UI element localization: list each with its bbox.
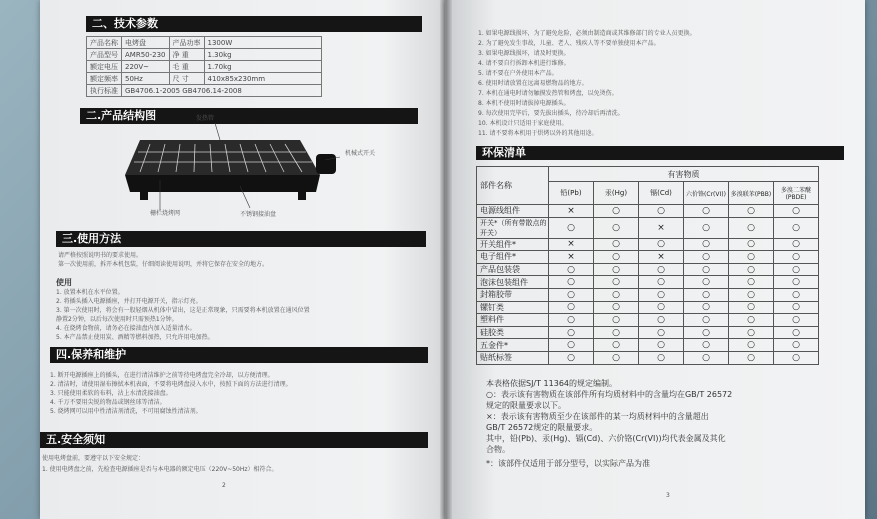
hazard-mark-cell: ○: [774, 263, 819, 276]
hazard-mark-cell: ○: [594, 205, 639, 218]
usage-line: 4. 在烧烤食物前，请务必在接油盘内加入适量清水。: [56, 325, 196, 332]
safety-line: 1. 使用电烤盘之前，先检查电源插座是否与本电器的额定电压（220V~50Hz）相符合。: [42, 466, 278, 473]
spec-cell: 电烤盘: [122, 37, 170, 49]
safety-line-right: 2. 为了避免发生事故，儿童、老人、残疾人等不要单独使用本产品。: [478, 40, 660, 47]
safety-line-right: 4. 请不要自行拆卸本机进行维修。: [478, 60, 570, 67]
section-structure-title: 二.产品结构图: [80, 108, 418, 124]
hazard-mark-cell: ○: [639, 351, 684, 364]
usage-line: 2. 将插头插入电源插座，并打开电源开关，指示灯亮。: [56, 298, 202, 305]
section-safety-title: 五.安全须知: [40, 432, 428, 448]
hazard-mark-cell: ○: [594, 326, 639, 339]
usage-line: 3. 第一次使用时，将会有一股轻烟从机体中冒出，这是正常现象，只需要将本机放置在通风位置: [56, 307, 310, 314]
hazard-mark-cell: ○: [639, 276, 684, 289]
table-row: [477, 217, 819, 238]
usage-line: 5. 本产品禁止使用炭、酒精等燃料加热，只允许用电加热。: [56, 334, 214, 341]
spec-cell: 净 重: [169, 49, 204, 61]
hazard-mark-cell: ○: [774, 314, 819, 327]
part-name-cell: 镙钉类: [477, 301, 549, 314]
col-header: 多溴联苯(PBB): [729, 182, 774, 205]
safety-line-right: 11. 请不要将本机用于烘烤以外的其他用途。: [478, 130, 598, 137]
col-header: 铅(Pb): [549, 182, 594, 205]
spec-cell: 额定频率: [87, 73, 122, 85]
hazard-mark-cell: ○: [639, 263, 684, 276]
hazard-mark-cell: ○: [729, 276, 774, 289]
usage-intro-line: 第一次使用前，拆开本机包装，仔细阅读使用说明，并将它保存在安全的地方。: [58, 261, 269, 268]
note-line: ○：表示该有害物质在该部件所有均质材料中的含量均在GB/T 26572: [486, 390, 733, 399]
hazard-mark-cell: ○: [549, 288, 594, 301]
hazard-mark-cell: ○: [639, 314, 684, 327]
hazard-mark-cell: ○: [774, 301, 819, 314]
hazard-mark-cell: ○: [594, 339, 639, 352]
hazard-mark-cell: ○: [774, 288, 819, 301]
hazard-mark-cell: ○: [639, 238, 684, 251]
hazard-table: [476, 166, 819, 365]
hazard-mark-cell: ○: [594, 263, 639, 276]
table-row: [477, 314, 819, 327]
note-line: 本表格依据SJ/T 11364的规定编制。: [486, 379, 618, 388]
part-name-cell: 泡沫包装组件: [477, 276, 549, 289]
spec-cell: 产品功率: [169, 37, 204, 49]
hazard-mark-cell: ○: [594, 238, 639, 251]
hazard-mark-cell: ○: [684, 205, 729, 218]
section-usage-title: 三.使用方法: [56, 231, 426, 247]
col-header: 镉(Cd): [639, 182, 684, 205]
usage-heading: 使用: [56, 278, 72, 287]
spec-cell: 410x85x230mm: [204, 73, 321, 85]
hazard-mark-cell: ○: [729, 326, 774, 339]
spec-cell: 50Hz: [122, 73, 170, 85]
table-row: [477, 326, 819, 339]
hazard-mark-cell: ○: [639, 339, 684, 352]
part-name-cell: 产品包装袋: [477, 263, 549, 276]
note-line: 合物。: [486, 445, 510, 454]
spec-cell: 产品型号: [87, 49, 122, 61]
hazard-mark-cell: ○: [729, 314, 774, 327]
usage-line: 1. 放置本机在水平位置。: [56, 289, 124, 296]
section-tech-params-title: 二、技术参数: [86, 16, 422, 32]
col-header: 六价铬(Cr(VI)): [684, 182, 729, 205]
hazard-mark-cell: ○: [729, 288, 774, 301]
hazard-mark-cell: ○: [729, 238, 774, 251]
spec-cell: 1.70kg: [204, 61, 321, 73]
hazard-mark-cell: ○: [684, 351, 729, 364]
spec-cell: 1300W: [204, 37, 321, 49]
hazard-mark-cell: ○: [594, 351, 639, 364]
page-number: 2: [222, 482, 226, 489]
note-line: GB/T 26572规定的限量要求。: [486, 423, 598, 432]
spec-cell: 执行标准: [87, 85, 122, 97]
hazard-mark-cell: ○: [774, 238, 819, 251]
hazard-mark-cell: ○: [729, 301, 774, 314]
header-hazard-group: 有害物质: [549, 167, 819, 182]
spec-cell: 额定电压: [87, 61, 122, 73]
hazard-mark-cell: ○: [684, 238, 729, 251]
hazard-mark-cell: ○: [729, 339, 774, 352]
hazard-mark-cell: ○: [639, 301, 684, 314]
hazard-mark-cell: ○: [729, 217, 774, 238]
part-name-cell: 贴纸标签: [477, 351, 549, 364]
hazard-mark-cell: ○: [549, 276, 594, 289]
spec-cell: 尺 寸: [169, 73, 204, 85]
label-switch: 机械式开关: [345, 150, 376, 157]
hazard-mark-cell: ○: [729, 251, 774, 264]
hazard-table-body: [477, 205, 819, 365]
spec-cell: GB4706.1-2005 GB4706.14-2008: [122, 85, 322, 97]
spec-cell: AMR50-230: [122, 49, 170, 61]
note-line: ×：表示该有害物质至少在该部件的某一均质材料中的含量超出: [486, 412, 709, 421]
hazard-mark-cell: ○: [774, 217, 819, 238]
hazard-mark-cell: ○: [774, 351, 819, 364]
part-name-cell: 封箱胶带: [477, 288, 549, 301]
hazard-mark-cell: ○: [684, 314, 729, 327]
hazard-mark-cell: ○: [549, 314, 594, 327]
hazard-mark-cell: ○: [684, 339, 729, 352]
spec-table: [86, 36, 322, 97]
part-name-cell: 五金件*: [477, 339, 549, 352]
label-grill-net: 栅栏烧烤网: [150, 210, 181, 217]
safety-line-right: 3. 如果电源线损坏，请及时更换。: [478, 50, 570, 57]
hazard-mark-cell: ×: [549, 238, 594, 251]
note-line: 规定的限量要求以下。: [486, 401, 566, 410]
safety-line-right: 5. 请不要在户外使用本产品。: [478, 70, 558, 77]
part-name-cell: 塑料件: [477, 314, 549, 327]
hazard-mark-cell: ○: [684, 276, 729, 289]
safety-line-right: 1. 如果电源线损坏，为了避免危险，必须由制造商或其维修部门的专业人员更换。: [478, 30, 696, 37]
hazard-mark-cell: ○: [774, 205, 819, 218]
hazard-mark-cell: ○: [594, 314, 639, 327]
hazard-mark-cell: ×: [639, 217, 684, 238]
note-line: 其中，铅(Pb)、汞(Hg)、镉(Cd)、六价铬(Cr(VI))均代表金属及其化: [486, 434, 726, 443]
label-oil-tray: 不锈钢接油盘: [240, 211, 277, 218]
hazard-mark-cell: ○: [639, 326, 684, 339]
hazard-mark-cell: ×: [549, 251, 594, 264]
table-row: [477, 205, 819, 218]
hazard-mark-cell: ○: [594, 288, 639, 301]
hazard-mark-cell: ○: [684, 251, 729, 264]
part-name-cell: 电源线组件: [477, 205, 549, 218]
note-line: *：该部件仅适用于部分型号，以实际产品为准: [486, 459, 650, 468]
hazard-mark-cell: ×: [639, 251, 684, 264]
spec-cell: 产品名称: [87, 37, 122, 49]
hazard-mark-cell: ×: [549, 205, 594, 218]
safety-line-right: 7. 本机在通电时请勿触摸发热管和烤盘，以免烫伤。: [478, 90, 618, 97]
safety-line-right: 6. 使用时请放置在远离易燃物品的地方。: [478, 80, 588, 87]
maintenance-line: 1. 断开电源插座上的插头，在进行清洁维护之前等待电烤盘完全冷却，以方便清理。: [50, 372, 274, 379]
usage-line: 静置2分钟，以后每次使用时只需预热1分钟。: [56, 316, 178, 323]
safety-line-right: 8. 本机不使用时请拔掉电源插头。: [478, 100, 570, 107]
table-row: [477, 263, 819, 276]
table-row: [477, 339, 819, 352]
maintenance-line: 5. 烧烤网可以用中性清洁剂清洗，不可用腐蚀性清洁剂。: [50, 408, 202, 415]
hazard-mark-cell: ○: [684, 217, 729, 238]
hazard-mark-cell: ○: [774, 339, 819, 352]
hazard-mark-cell: ○: [774, 276, 819, 289]
hazard-mark-cell: ○: [639, 205, 684, 218]
hazard-mark-cell: ○: [549, 351, 594, 364]
spec-cell: 毛 重: [169, 61, 204, 73]
hazard-mark-cell: ○: [729, 205, 774, 218]
hazard-mark-cell: ○: [639, 288, 684, 301]
hazard-mark-cell: ○: [729, 351, 774, 364]
table-row: [477, 276, 819, 289]
col-header: 多溴二苯醚(PBDE): [774, 182, 819, 205]
hazard-mark-cell: ○: [549, 326, 594, 339]
table-row: [477, 301, 819, 314]
table-row: [477, 351, 819, 364]
header-part-name: 部件名称: [477, 167, 549, 205]
hazard-mark-cell: ○: [549, 217, 594, 238]
env-list-title: 环保清单: [476, 146, 844, 160]
hazard-mark-cell: ○: [594, 251, 639, 264]
spec-cell: 1.30kg: [204, 49, 321, 61]
hazard-mark-cell: ○: [774, 251, 819, 264]
maintenance-line: 3. 只能使用柔软的布料，沾上水清洗接油盘。: [50, 390, 172, 397]
part-name-cell: 硅胶类: [477, 326, 549, 339]
part-name-cell: 电子组件*: [477, 251, 549, 264]
hazard-mark-cell: ○: [549, 301, 594, 314]
hazard-mark-cell: ○: [774, 326, 819, 339]
section-maintenance-title: 四.保养和维护: [50, 347, 428, 363]
part-name-cell: 开关组件*: [477, 238, 549, 251]
grill-illustration: [120, 120, 340, 215]
hazard-mark-cell: ○: [594, 276, 639, 289]
maintenance-line: 2. 清洁时，请使用湿布擦拭本机表面，不要将电烤盘浸入水中，按照下面的方法进行清理。: [50, 381, 292, 388]
usage-intro-line: 请严格按照说明书的要求使用。: [58, 252, 143, 259]
hazard-mark-cell: ○: [549, 339, 594, 352]
hazard-mark-cell: ○: [684, 288, 729, 301]
hazard-mark-cell: ○: [594, 217, 639, 238]
table-row: [477, 288, 819, 301]
spec-cell: 220V~: [122, 61, 170, 73]
hazard-mark-cell: ○: [549, 263, 594, 276]
maintenance-line: 4. 千万不要用尖锐的物品或钢丝球等清洁。: [50, 399, 166, 406]
col-header: 汞(Hg): [594, 182, 639, 205]
hazard-mark-cell: ○: [684, 263, 729, 276]
hazard-mark-cell: ○: [594, 301, 639, 314]
hazard-mark-cell: ○: [684, 301, 729, 314]
table-row: [477, 251, 819, 264]
safety-line-right: 10. 本机设计只适用于家庭使用。: [478, 120, 568, 127]
table-row: [477, 238, 819, 251]
part-name-cell: 开关*（所有带散点的开关）: [477, 217, 549, 238]
safety-line-right: 9. 每次使用完毕后，要先拔出插头，待冷却后再清洗。: [478, 110, 624, 117]
page-number: 3: [666, 492, 670, 499]
safety-line: 使用电烤盘前，要遵守以下安全规定：: [42, 455, 145, 462]
hazard-mark-cell: ○: [684, 326, 729, 339]
hazard-mark-cell: ○: [729, 263, 774, 276]
book-gutter: [440, 0, 452, 519]
label-heating-tube: 发热管: [196, 115, 215, 122]
